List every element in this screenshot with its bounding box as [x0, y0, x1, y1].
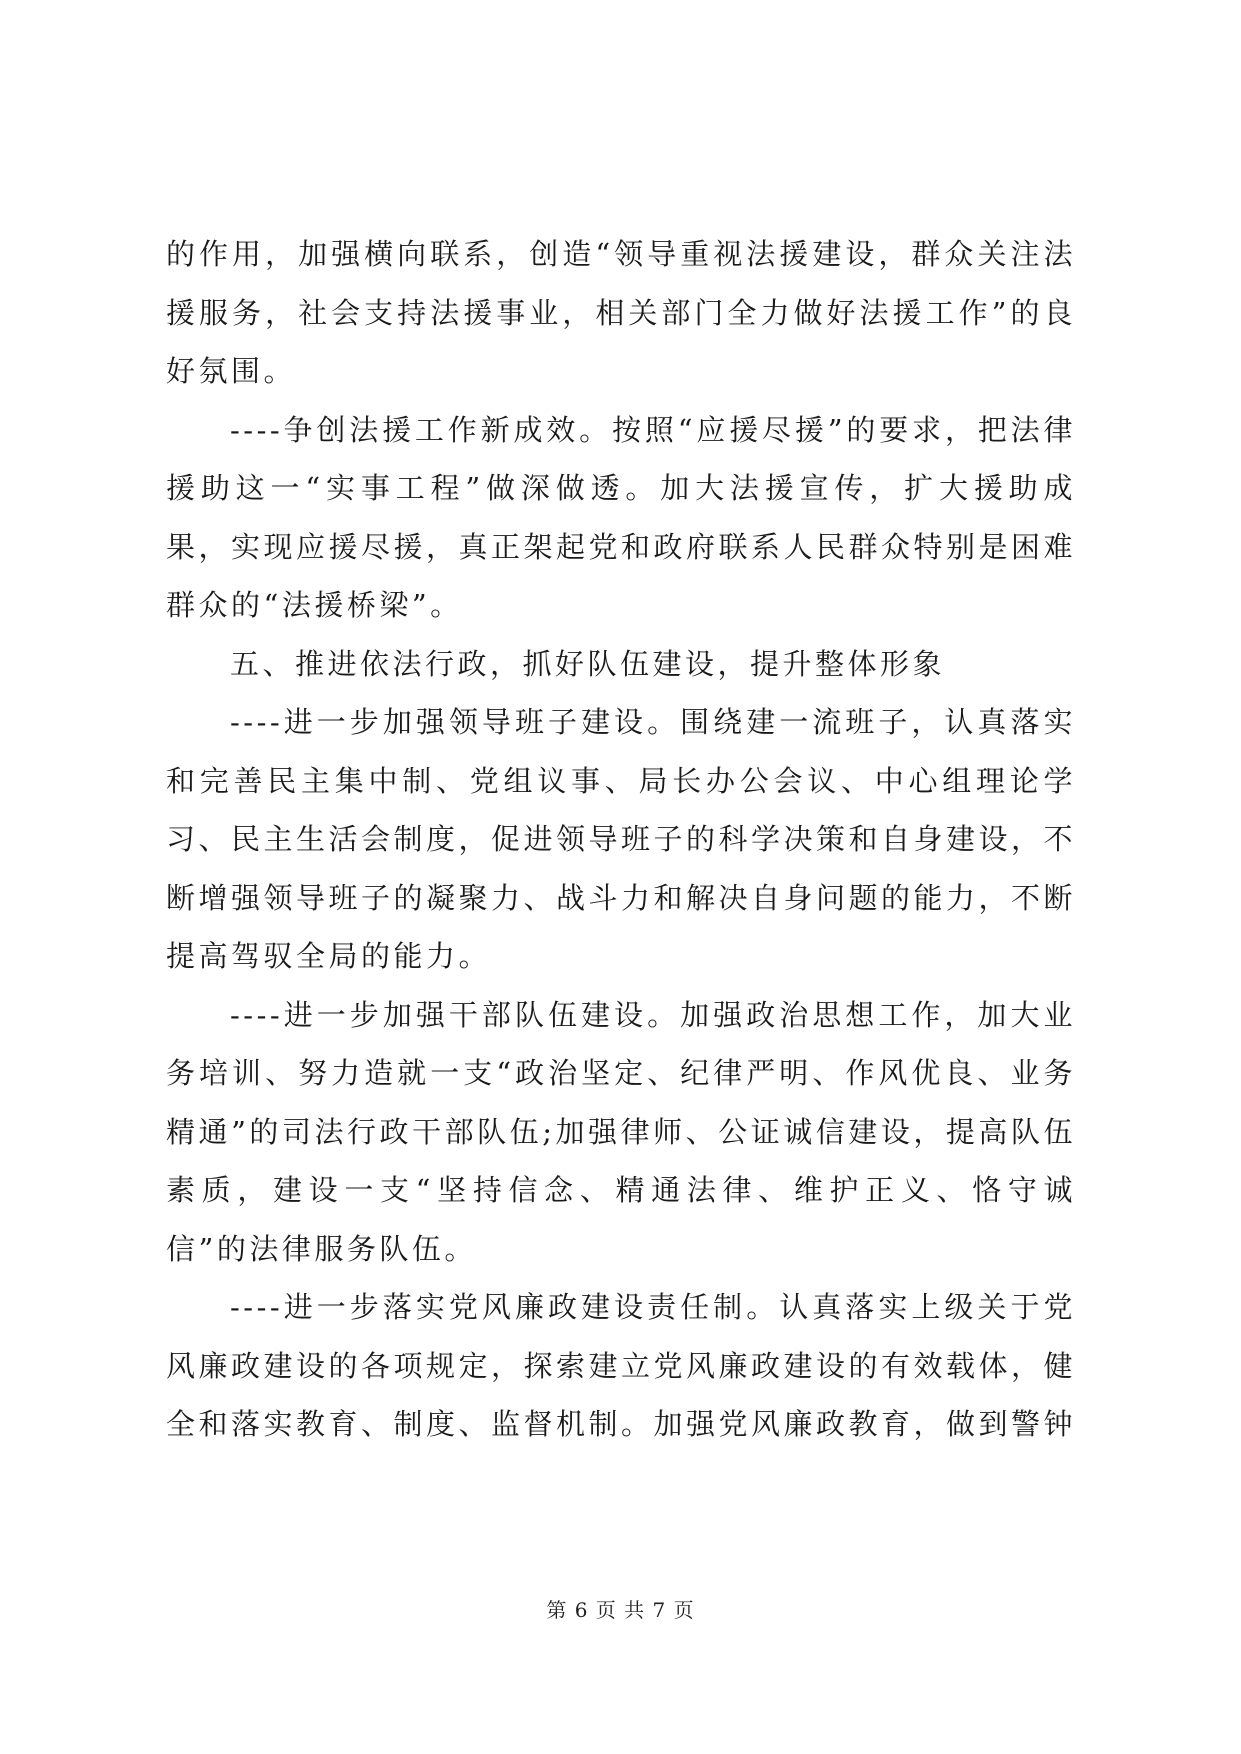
- paragraph-continuation: 的作用，加强横向联系，创造“领导重视法援建设，群众关注法援服务，社会支持法援事业，相关部门全力做好法援工作”的良好氛围。: [166, 237, 1076, 388]
- paragraph-legal-aid-results: ----争创法援工作新成效。按照“应援尽援”的要求，把法律援助这一“实事工程”做深做透。加大法援宣传，扩大援助成果，实现应援尽援，真正架起党和政府联系人民群众特别是困难群众的“法援桥梁”。: [166, 412, 1077, 622]
- paragraph-integrity-responsibility: ----进一步落实党风廉政建设责任制。认真落实上级关于党风廉政建设的各项规定，探索建立党风廉政建设的有效载体，健全和落实教育、制度、监督机制。加强党风廉政教育，做到警钟: [166, 1290, 1077, 1441]
- document-body: [166, 225, 1076, 1454]
- paragraph-leadership-building: ----进一步加强领导班子建设。围绕建一流班子，认真落实和完善民主集中制、党组议事、局长办公会议、中心组理论学习、民主生活会制度，促进领导班子的科学决策和自身建设，不断增强领导班子的凝聚力、战斗力和解决自身问题的能力，不断提高驾驭全局的能力。: [166, 705, 1077, 973]
- paragraph-cadre-building: ----进一步加强干部队伍建设。加强政治思想工作，加大业务培训、努力造就一支“政治坚定、纪律严明、作风优良、业务精通”的司法行政干部队伍;加强律师、公证诚信建设，提高队伍素质，建设一支“坚持信念、精通法律、维护正义、恪守诚信”的法律服务队伍。: [166, 997, 1076, 1266]
- page-number-footer: 第 6 页 共 7 页: [546, 1598, 695, 1622]
- section-heading-five: 五、推进依法行政，抓好队伍建设，提升整体形象: [230, 646, 946, 681]
